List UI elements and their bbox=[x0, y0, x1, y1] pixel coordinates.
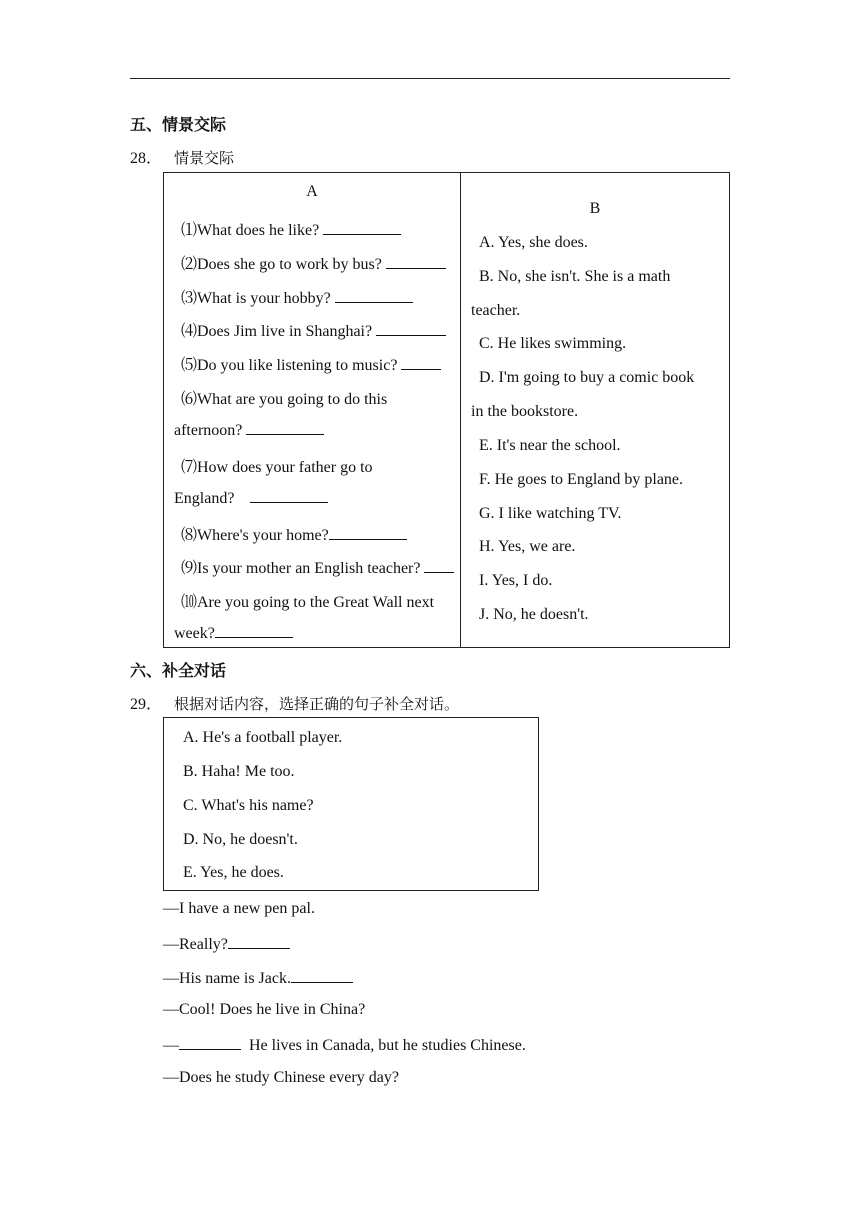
option-item: B. Haha! Me too. bbox=[183, 763, 295, 780]
answer-option: C. He likes swimming. bbox=[479, 335, 627, 352]
question-line: ⑸Do you like listening to music? bbox=[181, 352, 441, 375]
dialogue-line: —I have a new pen pal. bbox=[163, 900, 315, 917]
answer-option: J. No, he doesn't. bbox=[479, 606, 589, 623]
option-item: C. What's his name? bbox=[183, 797, 314, 814]
question-number: 28． bbox=[130, 150, 163, 167]
answer-option: E. It's near the school. bbox=[479, 437, 621, 454]
answer-option: teacher. bbox=[471, 302, 521, 319]
answer-option: in the bookstore. bbox=[471, 403, 579, 420]
question-line: ⑻Where's your home? bbox=[181, 522, 407, 545]
option-item: A. He's a football player. bbox=[183, 729, 343, 746]
answer-option: H. Yes, we are. bbox=[479, 538, 576, 555]
column-a bbox=[164, 173, 461, 647]
dialogue-line: —His name is Jack. bbox=[163, 968, 353, 988]
question-text: 根据对话内容，选择正确的句子补全对话。 bbox=[174, 695, 460, 713]
question-text: 情景交际 bbox=[174, 149, 235, 167]
column-b bbox=[461, 173, 729, 647]
answer-option: A. Yes, she does. bbox=[479, 234, 588, 251]
answer-option: I. Yes, I do. bbox=[479, 572, 553, 589]
answer-blank[interactable] bbox=[291, 968, 353, 983]
answer-option: G. I like watching TV. bbox=[479, 505, 622, 522]
question-line: ⑺How does your father go to bbox=[181, 459, 373, 476]
answer-blank[interactable] bbox=[179, 1035, 241, 1050]
question-line: ⑶What is your hobby? bbox=[181, 285, 413, 308]
answer-blank[interactable] bbox=[250, 488, 328, 503]
header-rule bbox=[130, 78, 730, 79]
answer-blank[interactable] bbox=[323, 220, 401, 235]
question-line: ⑴What does he like? bbox=[181, 217, 401, 240]
question-line: ⑵Does she go to work by bus? bbox=[181, 251, 446, 274]
dialogue-line: —Cool! Does he live in China? bbox=[163, 1001, 366, 1018]
answer-blank[interactable] bbox=[424, 558, 454, 573]
answer-blank[interactable] bbox=[246, 420, 324, 435]
option-item: D. No, he doesn't. bbox=[183, 831, 298, 848]
answer-blank[interactable] bbox=[228, 934, 290, 949]
column-b-header: B bbox=[589, 200, 601, 217]
question-line: ⑼Is your mother an English teacher? bbox=[181, 555, 454, 578]
answer-blank[interactable] bbox=[401, 355, 441, 370]
section-five-title: 五、情景交际 bbox=[130, 115, 227, 134]
column-a-header: A bbox=[306, 183, 318, 200]
answer-blank[interactable] bbox=[386, 254, 446, 269]
answer-blank[interactable] bbox=[329, 525, 407, 540]
answer-blank[interactable] bbox=[335, 288, 413, 303]
question-28 bbox=[130, 145, 234, 168]
option-item: E. Yes, he does. bbox=[183, 864, 284, 881]
question-line: week? bbox=[174, 623, 293, 643]
options-box bbox=[163, 717, 539, 891]
question-29 bbox=[130, 691, 459, 714]
question-line: ⑷Does Jim live in Shanghai? bbox=[181, 318, 446, 341]
question-line: ⑹What are you going to do this bbox=[181, 391, 388, 408]
dialogue-line: — He lives in Canada, but he studies Chinese. bbox=[163, 1037, 526, 1054]
question-line: England? bbox=[174, 488, 328, 508]
answer-option: F. He goes to England by plane. bbox=[479, 471, 684, 488]
question-line: afternoon? bbox=[174, 420, 324, 440]
answer-option: D. I'm going to buy a comic book bbox=[479, 369, 695, 386]
question-line: ⑽Are you going to the Great Wall next bbox=[181, 594, 435, 611]
answer-option: B. No, she isn't. She is a math bbox=[479, 268, 671, 285]
answer-blank[interactable] bbox=[215, 623, 293, 638]
section-six-title: 六、补全对话 bbox=[130, 661, 227, 680]
dialogue-line: —Really? bbox=[163, 934, 290, 954]
matching-table bbox=[163, 172, 730, 648]
question-number: 29． bbox=[130, 696, 163, 713]
answer-blank[interactable] bbox=[376, 321, 446, 336]
dialogue-line: —Does he study Chinese every day? bbox=[163, 1069, 399, 1086]
